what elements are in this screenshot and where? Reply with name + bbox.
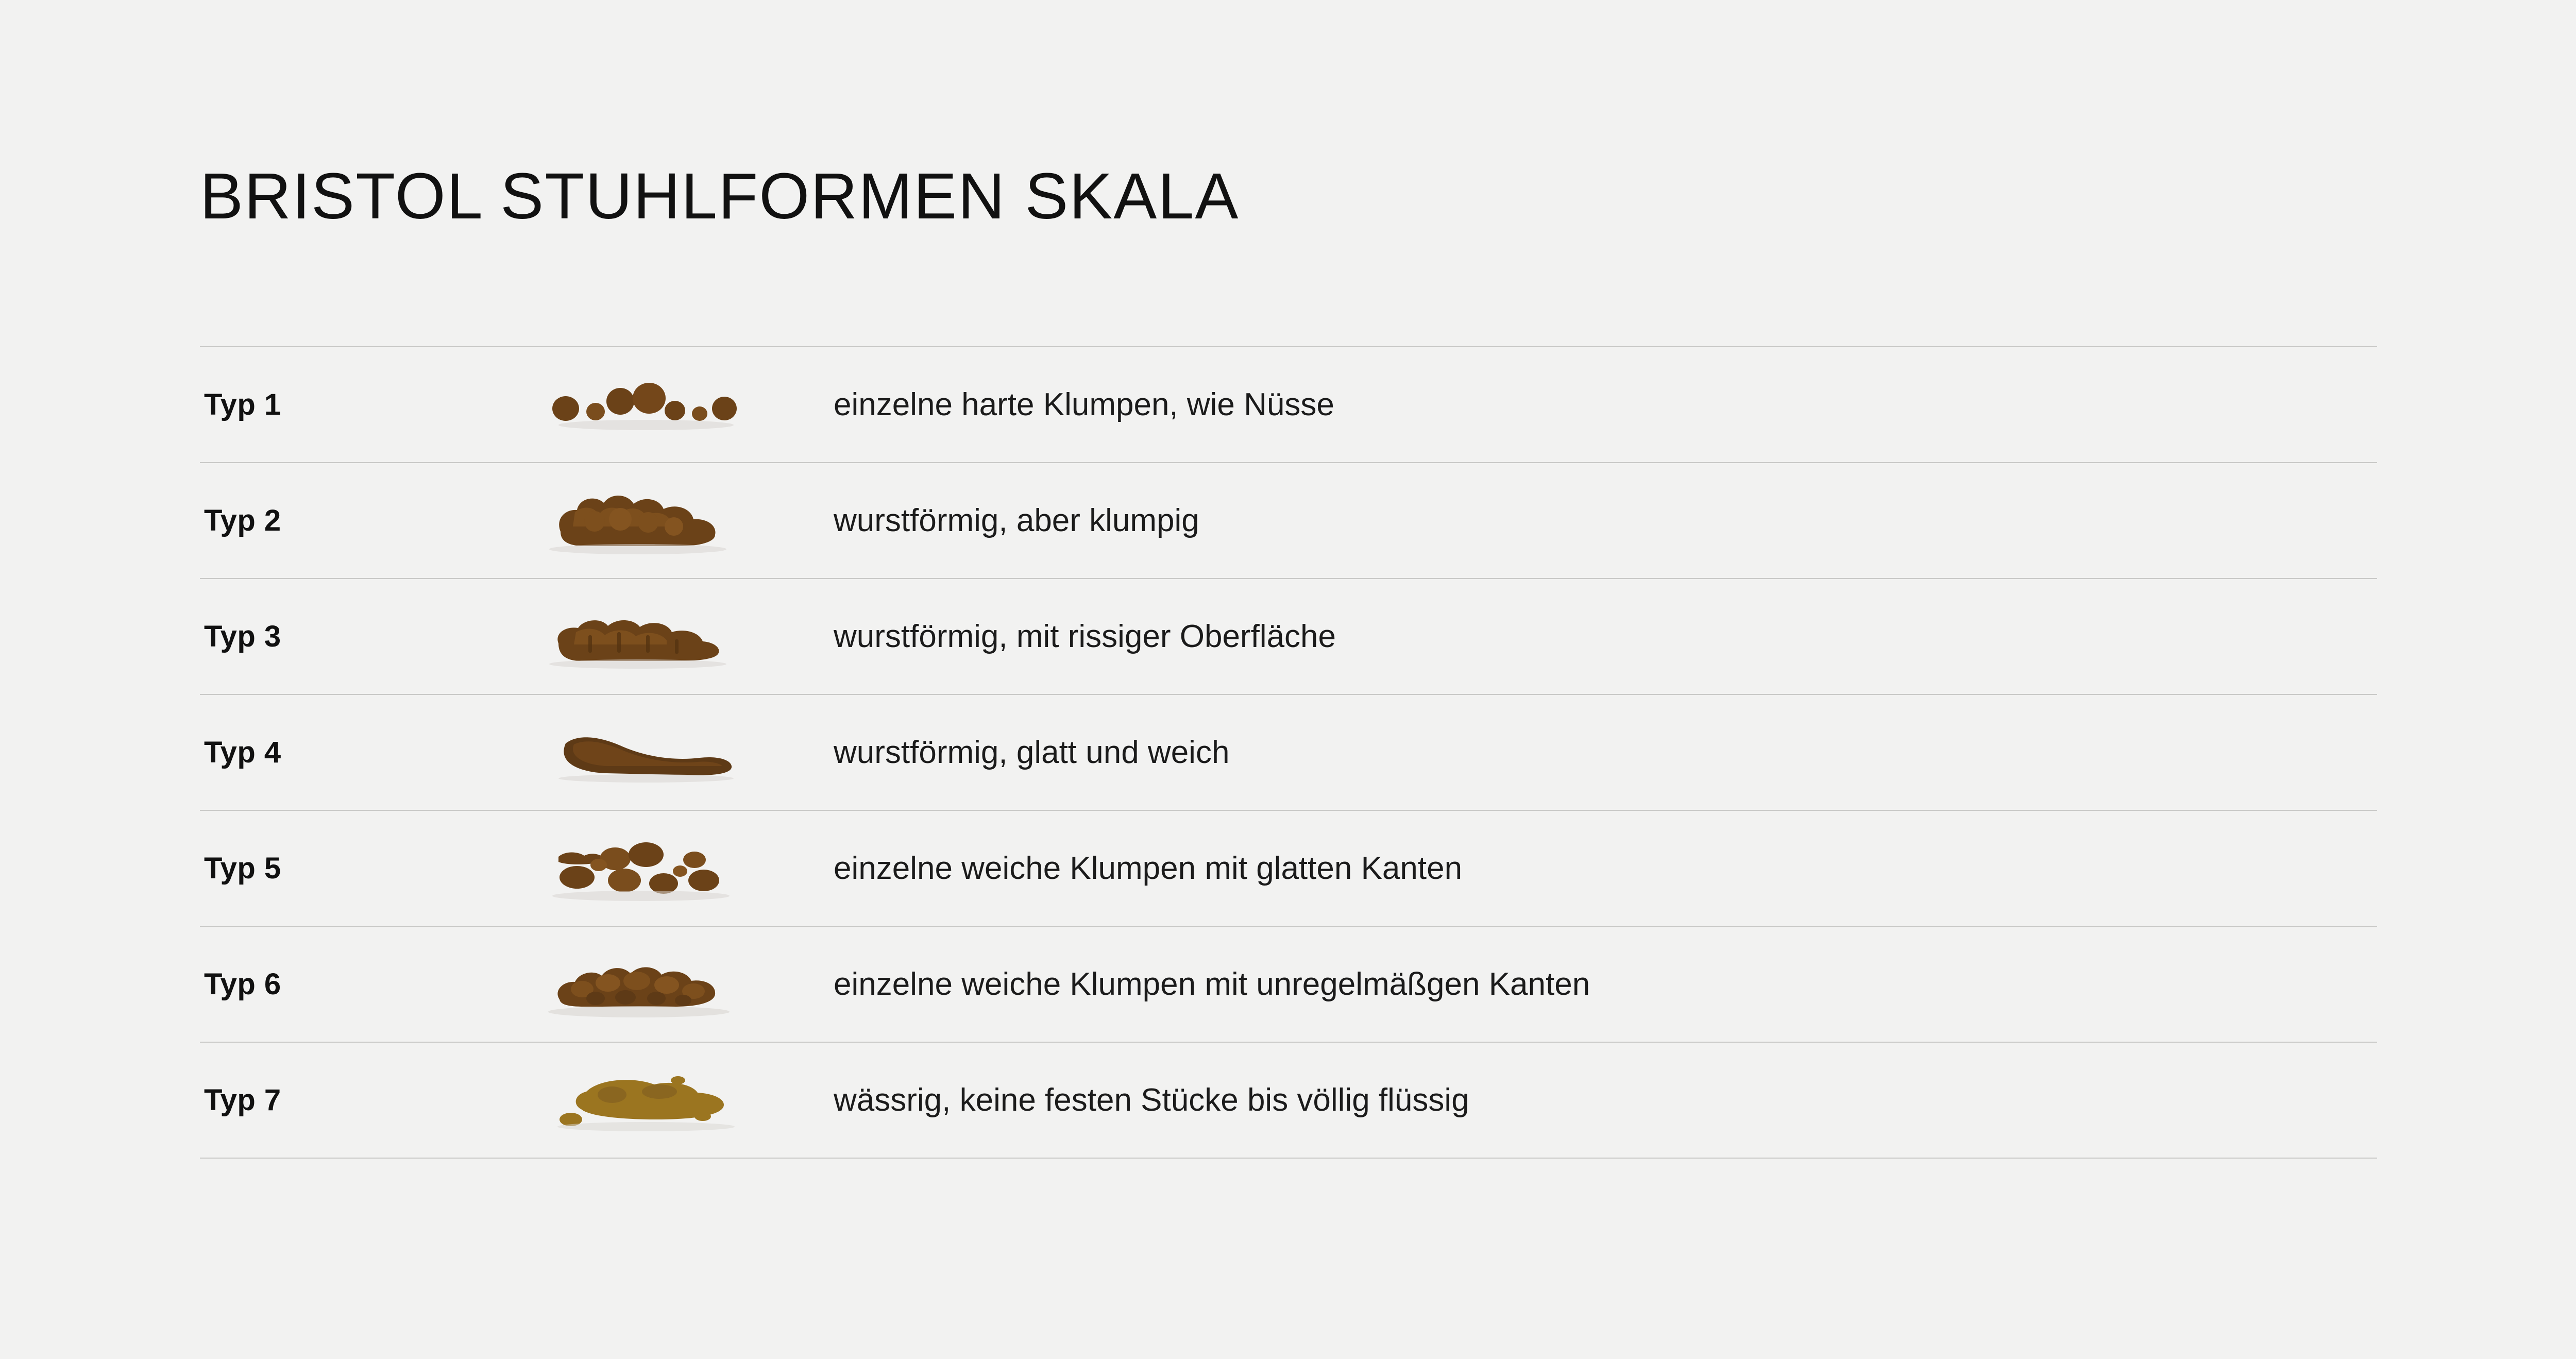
table-row <box>200 1042 2377 1159</box>
row-type-label: Typ 1 <box>204 388 281 421</box>
row-description: wurstförmig, glatt und weich <box>834 735 1230 770</box>
table-row <box>200 810 2377 926</box>
row-type-label: Typ 7 <box>204 1083 281 1117</box>
mushy-pile-icon <box>488 946 818 1023</box>
page-title: BRISTOL STUHLFORMEN SKALA <box>200 160 1240 232</box>
soft-blobs-icon <box>488 830 818 907</box>
lumpy-sausage-icon <box>488 482 818 559</box>
row-description: wässrig, keine festen Stücke bis völlig flüssig <box>834 1082 1469 1118</box>
row-description: einzelne weiche Klumpen mit glatten Kanten <box>834 851 1463 886</box>
liquid-puddle-icon <box>488 1062 818 1139</box>
row-description: einzelne harte Klumpen, wie Nüsse <box>834 387 1334 422</box>
table-row <box>200 462 2377 578</box>
row-type-label: Typ 2 <box>204 504 281 537</box>
row-type-label: Typ 4 <box>204 736 281 769</box>
row-type-label: Typ 6 <box>204 967 281 1001</box>
row-description: wurstförmig, aber klumpig <box>834 503 1199 538</box>
hard-lumps-icon <box>488 371 818 438</box>
table-row <box>200 346 2377 462</box>
table-row <box>200 926 2377 1042</box>
bristol-scale-table <box>200 346 2377 1159</box>
row-type-label: Typ 5 <box>204 852 281 885</box>
row-type-label: Typ 3 <box>204 620 281 653</box>
smooth-sausage-icon <box>488 722 818 784</box>
row-description: wurstförmig, mit rissiger Oberfläche <box>834 619 1336 654</box>
row-description: einzelne weiche Klumpen mit unregelmäßgen Kanten <box>834 966 1590 1002</box>
table-row <box>200 578 2377 694</box>
cracked-sausage-icon <box>488 603 818 670</box>
table-row <box>200 694 2377 810</box>
